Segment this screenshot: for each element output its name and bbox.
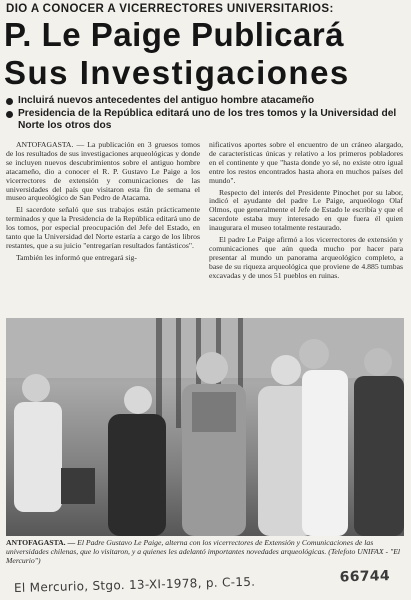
subheadline-bullets [6, 95, 404, 133]
bullet-text: Presidencia de la República editará uno de los tres tomos y la Universidad del Norte los otros dos [18, 107, 397, 131]
bullet-item [6, 108, 404, 133]
paragraph: nificativos aportes sobre el encuentro de un cráneo alargado, de características únicas y relativo a los primeros pobladores en el continente y que "hasta donde yo sé, no existe otro igual entre los restos encontrados hasta ahora en muchos países del mundo". [209, 140, 403, 185]
bullet-text: Incluirá nuevos antecedentes del antiguo hombre atacameño [18, 95, 315, 106]
record-id: 66744 [339, 568, 391, 586]
body-column-right [209, 141, 403, 284]
handwritten-source-note [13, 568, 394, 595]
bullet-item [6, 95, 404, 108]
paragraph: Respecto del interés del Presidente Pinochet por su labor, indicó el ayudante del padre Le Paige, arqueólogo Olaf Olmos, que generalmente el Jefe de Estado le escribía y que el sacerdote estaba muy interesado en que fuera él quien inaugurara el museo totalmente restaurado. [209, 187, 403, 233]
photo-caption [6, 538, 404, 565]
bullet-dot-icon [6, 98, 13, 105]
caption-text: El Padre Gustavo Le Paige, alterna con los vicerrectores de Extensión y Comunicaciones de las universidades chilenas, que lo visitaron, y a quienes les adelantó importantes novedades arqueológicas. (Telefoto UNIFAX - "El Mercurio") [6, 538, 401, 565]
paragraph: El padre Le Paige afirmó a los vicerrectores de extensión y comunicaciones que aún queda mucho por hacer para presentar al mundo un panorama arqueológico completo, a base de su riqueza arqueológica que proviene de 4.885 tumbas excavadas y de unos 51 pueblos en ruinas. [209, 235, 403, 280]
paragraph: También les informó que entregará sig- [16, 252, 137, 262]
source-citation: El Mercurio, Stgo. 13-XI-1978, p. C-15. [13, 574, 256, 595]
headline-line-2: Sus Investigaciones [4, 54, 350, 91]
headline-line-1: P. Le Paige Publicará [4, 16, 345, 53]
bullet-dot-icon [6, 111, 13, 118]
article-body [6, 141, 404, 319]
group-photo-illustration [6, 318, 404, 536]
paragraph: El sacerdote señaló que sus trabajos están prácticamente terminados y que la Presidencia de la República editará uno de los tomos, por especial preocupación del Jefe del Estado, en tanto que la Universidad del Norte estaría a cargo de los libros restantes, que a su juicio "entregarían resultados fantásticos". [6, 205, 200, 250]
paragraph: ANTOFAGASTA. — La publicación en 3 gruesos tomos de los resultados de sus investigaciones arqueológicas y donde se incluyen nuevos descubrimientos sobre el antiguo hombre atacameño, dio a conocer el R. P. Gustavo Le Paige a los vicerrectores de extensión y comunicaciones de las universidades del país que visitaron esta fin de semana el museo arqueológico de San Pedro de Atacama. [6, 140, 200, 203]
article-kicker: DIO A CONOCER A VICERRECTORES UNIVERSITARIOS: [6, 3, 334, 15]
news-photo [6, 318, 404, 536]
body-column-left [6, 141, 200, 266]
caption-lead: ANTOFAGASTA. — [6, 538, 76, 547]
